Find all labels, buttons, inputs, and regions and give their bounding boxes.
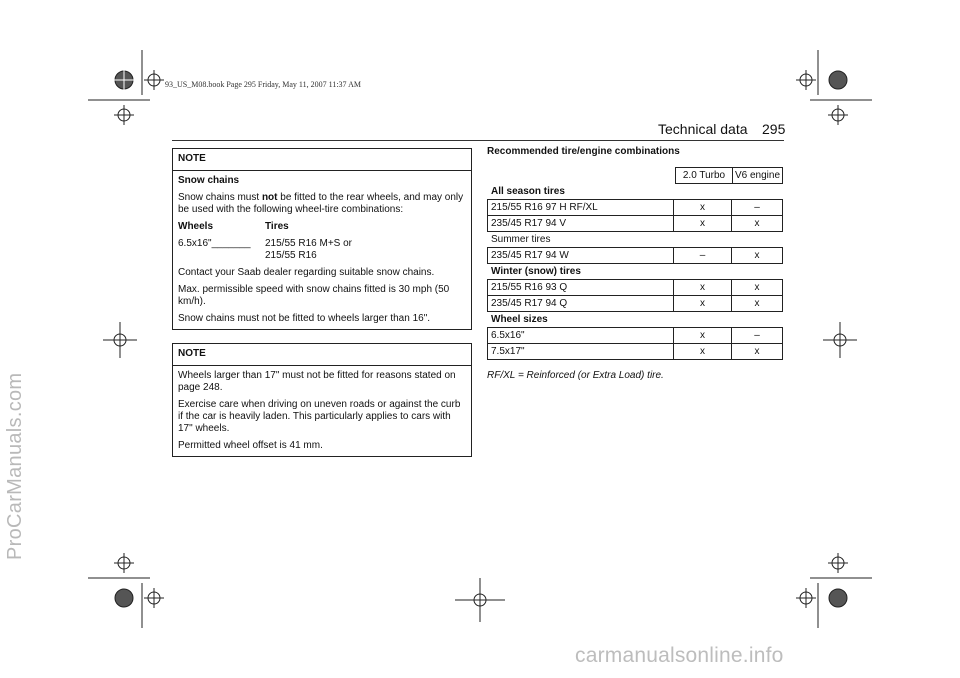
- page-number: 295: [762, 121, 786, 137]
- v6-cell: x: [731, 280, 782, 295]
- note-subheading: Snow chains: [178, 175, 240, 186]
- turbo-cell: x: [673, 280, 731, 295]
- table-group-label: Winter (snow) tires: [491, 266, 581, 277]
- turbo-cell: x: [673, 344, 731, 359]
- note-paragraph: Exercise care when driving on uneven roads or against the curb if the car is heavily laden. This particularly applies to cars with 17" wheels.: [178, 399, 461, 434]
- tire-size-cell: 235/45 R17 94 V: [491, 218, 567, 229]
- tire-size-cell: 215/55 R16 93 Q: [491, 282, 568, 293]
- column-header-turbo: 2.0 Turbo: [675, 167, 733, 184]
- note-paragraph: Snow chains must not be fitted to wheels larger than 16".: [178, 313, 431, 324]
- table-group-label: Summer tires: [491, 234, 551, 245]
- v6-cell: x: [731, 248, 782, 263]
- tire-value: 215/55 R16 M+S or: [265, 238, 352, 249]
- section-title: Technical data: [658, 121, 748, 137]
- v6-cell: x: [731, 344, 782, 359]
- note-paragraph: Contact your Saab dealer regarding suitable snow chains.: [178, 267, 435, 278]
- note-paragraph: Wheels larger than 17" must not be fitted for reasons stated on page 248.: [178, 370, 456, 393]
- note-paragraph: Permitted wheel offset is 41 mm.: [178, 440, 323, 451]
- tire-size-cell: 6.5x16": [491, 330, 525, 341]
- wheels-column-label: Wheels: [178, 221, 214, 232]
- turbo-cell: x: [673, 200, 731, 215]
- table-group-label: All season tires: [491, 186, 565, 197]
- v6-cell: x: [731, 296, 782, 311]
- turbo-cell: x: [673, 296, 731, 311]
- tire-value: 215/55 R16: [265, 250, 317, 261]
- tires-column-label: Tires: [265, 221, 289, 232]
- v6-cell: –: [731, 328, 782, 343]
- turbo-cell: x: [673, 216, 731, 231]
- column-header-v6: V6 engine: [732, 167, 783, 184]
- tires-table-title: Recommended tire/engine combinations: [487, 146, 680, 157]
- tire-size-cell: 235/45 R17 94 W: [491, 250, 569, 261]
- wheel-value: 6.5x16"_______: [178, 238, 251, 249]
- book-header: 93_US_M08.book Page 295 Friday, May 11, 2007 11:37 AM: [165, 80, 361, 89]
- note-heading: NOTE: [173, 149, 471, 171]
- table-group-label: Wheel sizes: [491, 314, 548, 325]
- note-paragraph: Snow chains must not be fitted to the rear wheels, and may only be used with the following wheel-tire combinations:: [178, 192, 464, 215]
- note-heading: NOTE: [173, 344, 471, 366]
- site-watermark: carmanualsonline.info: [575, 644, 784, 667]
- tire-size-cell: 215/55 R16 97 H RF/XL: [491, 202, 598, 213]
- v6-cell: x: [731, 216, 782, 231]
- v6-cell: –: [731, 200, 782, 215]
- side-watermark: ProCarManuals.com: [4, 372, 26, 560]
- tire-size-cell: 235/45 R17 94 Q: [491, 298, 568, 309]
- table-footnote: RF/XL = Reinforced (or Extra Load) tire.: [487, 370, 664, 381]
- note-paragraph: Max. permissible speed with snow chains fitted is 30 mph (50 km/h).: [178, 284, 450, 307]
- tire-size-cell: 7.5x17": [491, 346, 525, 357]
- turbo-cell: –: [673, 248, 731, 263]
- turbo-cell: x: [673, 328, 731, 343]
